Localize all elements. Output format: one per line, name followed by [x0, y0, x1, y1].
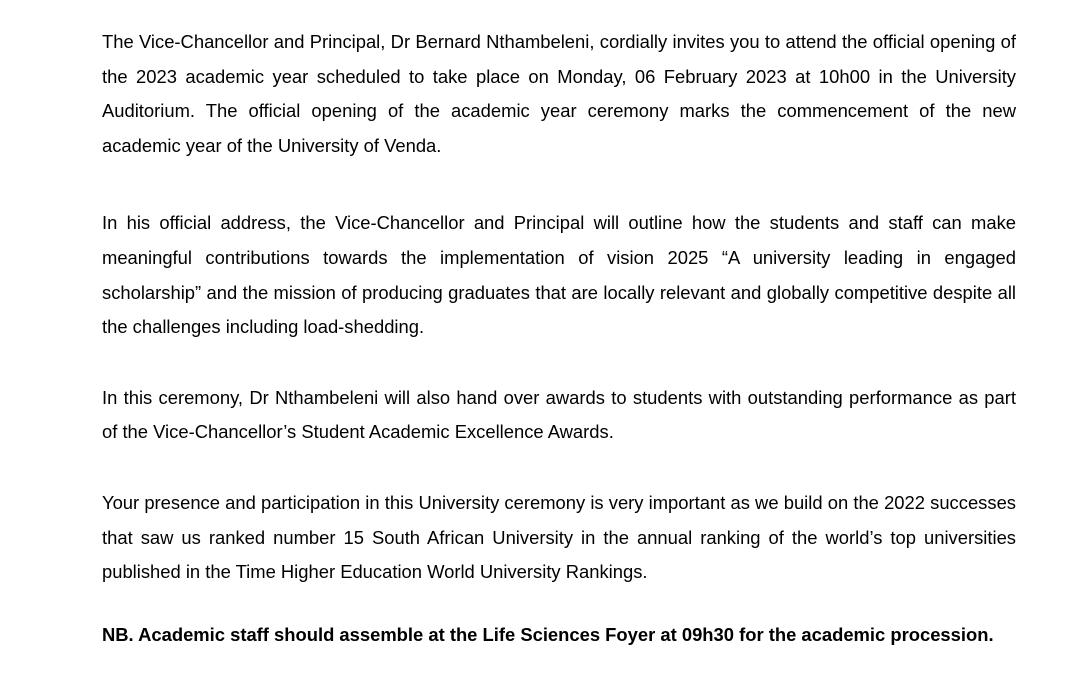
- paragraph-official-address: In his official address, the Vice-Chancellor and Principal will outline how the students and staff can make meaningful contributions towards the implementation of vision 2025 “A university leading in engaged scholarship” and the mission of producing graduates that are locally relevant and globally competitive despite all the challenges including load-shedding.: [102, 212, 1016, 338]
- nb-note: NB. Academic staff should assemble at the Life Sciences Foyer at 09h30 for the academic procession.: [102, 623, 994, 645]
- invitation-document: [102, 25, 1016, 647]
- paragraph-invitation: The Vice-Chancellor and Principal, Dr Bernard Nthambeleni, cordially invites you to attend the official opening of the 2023 academic year scheduled to take place on Monday, 06 February 2023 at 10h00 in the University Auditorium. The official opening of the academic year ceremony marks the commencement of the new academic year of the University of Venda.: [102, 31, 1016, 156]
- paragraph-presence: Your presence and participation in this University ceremony is very important as we build on the 2022 successes that saw us ranked number 15 South African University in the annual ranking of the world’s top universities published in the Time Higher Education World University Rankings.: [102, 491, 1016, 583]
- paragraph-awards: In this ceremony, Dr Nthambeleni will also hand over awards to students with outstanding performance as part of the Vice-Chancellor’s Student Academic Excellence Awards.: [102, 386, 1016, 443]
